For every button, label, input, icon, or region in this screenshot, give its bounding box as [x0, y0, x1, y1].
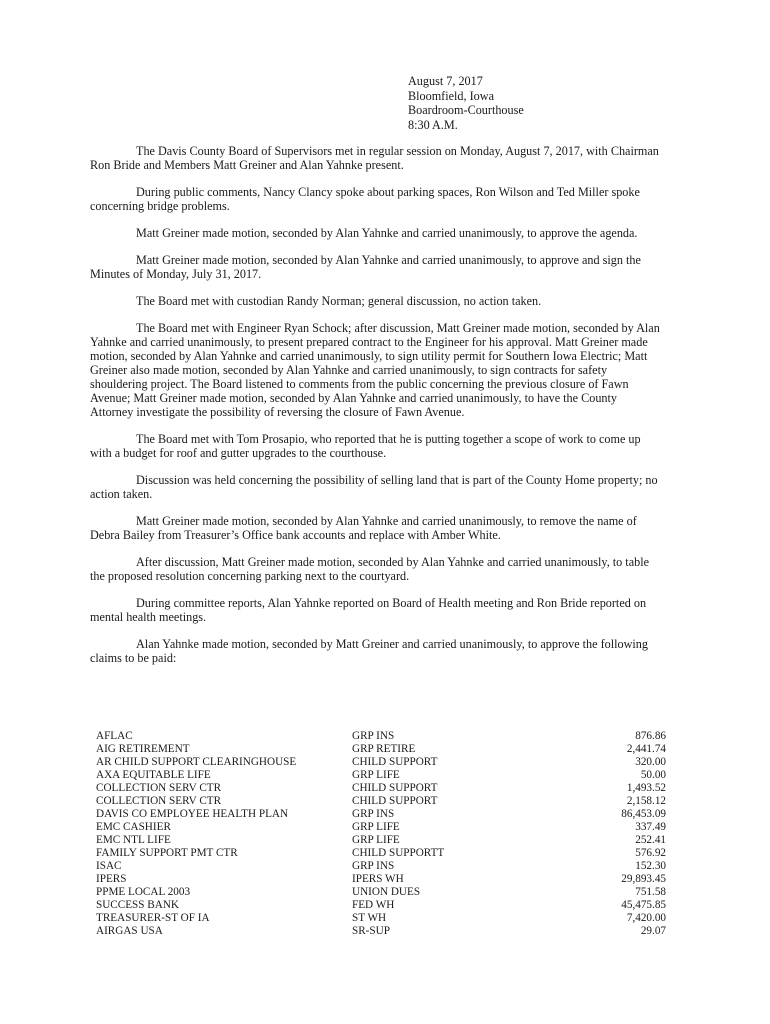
claim-vendor: EMC CASHIER — [96, 821, 171, 833]
paragraph: During committee reports, Alan Yahnke reported on Board of Health meeting and Ron Bride reported on mental health meetings. — [90, 596, 647, 624]
table-row — [96, 912, 666, 925]
paragraph: The Board met with Engineer Ryan Schock; after discussion, Matt Greiner made motion, seconded by Alan Yahnke and carried unanimously, to present prepared contract to the Engineer for his approval. Matt Greiner made motion, seconded by Alan Yahnke and carried unanimously, to sign utility permit for Southern Iowa Electric; Matt Greiner also made motion, seconded by Alan Yahnke and carried unanimously, to sign contracts for safety shouldering project. The Board listened to comments from the public concerning the previous closure of Fawn Avenue; Matt Greiner made motion, seconded by Alan Yahnke and carried unanimously, to have the County Attorney investigate the possibility of reversing the closure of Fawn Avenue. — [90, 321, 660, 419]
claim-amount: 7,420.00 — [626, 912, 666, 924]
paragraph: The Davis County Board of Supervisors met in regular session on Monday, August 7, 2017, with Chairman Ron Bride and Members Matt Greiner and Alan Yahnke present. — [90, 144, 659, 172]
claim-vendor: AIG RETIREMENT — [96, 743, 190, 755]
claim-vendor: AIRGAS USA — [96, 925, 163, 937]
claim-vendor: ISAC — [96, 860, 122, 872]
claim-category: FED WH — [352, 899, 395, 911]
table-row — [96, 834, 666, 847]
claim-category: CHILD SUPPORT — [352, 756, 438, 768]
claim-vendor: EMC NTL LIFE — [96, 834, 171, 846]
meeting-date: August 7, 2017 — [408, 74, 483, 88]
claim-amount: 320.00 — [635, 756, 666, 768]
claim-category: CHILD SUPPORT — [352, 782, 438, 794]
table-row — [96, 808, 666, 821]
claim-category: GRP LIFE — [352, 769, 400, 781]
claim-category: GRP INS — [352, 860, 395, 872]
claim-vendor: AXA EQUITABLE LIFE — [96, 769, 211, 781]
table-row — [96, 769, 666, 782]
claim-category: SR-SUP — [352, 925, 390, 937]
table-row — [96, 782, 666, 795]
claim-vendor: COLLECTION SERV CTR — [96, 782, 222, 794]
paragraph: During public comments, Nancy Clancy spoke about parking spaces, Ron Wilson and Ted Miller spoke concerning bridge problems. — [90, 185, 640, 213]
claim-vendor: COLLECTION SERV CTR — [96, 795, 222, 807]
claim-amount: 876.86 — [635, 730, 666, 742]
claim-vendor: TREASURER-ST OF IA — [96, 912, 210, 924]
table-row — [96, 730, 666, 743]
table-row — [96, 873, 666, 886]
claim-category: CHILD SUPPORT — [352, 795, 438, 807]
claim-category: ST WH — [352, 912, 387, 924]
claims-table — [96, 730, 666, 938]
meeting-location: Boardroom-Courthouse — [408, 103, 524, 117]
table-row — [96, 743, 666, 756]
table-row — [96, 795, 666, 808]
claim-category: GRP LIFE — [352, 821, 400, 833]
table-row — [96, 886, 666, 899]
claim-vendor: DAVIS CO EMPLOYEE HEALTH PLAN — [96, 808, 289, 820]
claim-amount: 576.92 — [635, 847, 666, 859]
paragraph: Matt Greiner made motion, seconded by Alan Yahnke and carried unanimously, to approve and sign the Minutes of Monday, July 31, 2017. — [90, 253, 641, 281]
claim-amount: 751.58 — [635, 886, 666, 898]
paragraph: After discussion, Matt Greiner made motion, seconded by Alan Yahnke and carried unanimously, to table the proposed resolution concerning parking next to the courtyard. — [90, 555, 649, 583]
table-row — [96, 821, 666, 834]
claim-vendor: AR CHILD SUPPORT CLEARINGHOUSE — [96, 756, 297, 768]
claim-category: GRP INS — [352, 808, 395, 820]
claim-category: CHILD SUPPORTT — [352, 847, 445, 859]
claim-vendor: FAMILY SUPPORT PMT CTR — [96, 847, 238, 859]
paragraph: Matt Greiner made motion, seconded by Alan Yahnke and carried unanimously, to approve the agenda. — [136, 226, 638, 240]
claim-vendor: PPME LOCAL 2003 — [96, 886, 191, 898]
claim-amount: 1,493.52 — [626, 782, 666, 794]
claim-vendor: SUCCESS BANK — [96, 899, 179, 911]
claim-category: GRP RETIRE — [352, 743, 416, 755]
claim-amount: 2,158.12 — [626, 795, 666, 807]
paragraph: Matt Greiner made motion, seconded by Alan Yahnke and carried unanimously, to remove the name of Debra Bailey from Treasurer’s Office bank accounts and replace with Amber White. — [90, 514, 637, 542]
minutes-body — [90, 144, 662, 678]
paragraph: Discussion was held concerning the possibility of selling land that is part of the County Home property; no action taken. — [90, 473, 658, 501]
claim-vendor: AFLAC — [96, 730, 133, 742]
claim-amount: 152.30 — [635, 860, 666, 872]
claim-amount: 45,475.85 — [621, 899, 666, 911]
paragraph: The Board met with Tom Prosapio, who reported that he is putting together a scope of work to come up with a budget for roof and gutter upgrades to the courthouse. — [90, 432, 641, 460]
claim-category: IPERS WH — [352, 873, 404, 885]
table-row — [96, 847, 666, 860]
claim-vendor: IPERS — [96, 873, 127, 885]
claim-category: GRP LIFE — [352, 834, 400, 846]
table-row — [96, 925, 666, 938]
claim-amount: 252.41 — [635, 834, 666, 846]
paragraph: The Board met with custodian Randy Norman; general discussion, no action taken. — [136, 294, 542, 308]
meeting-city: Bloomfield, Iowa — [408, 88, 494, 103]
claim-amount: 29,893.45 — [621, 873, 666, 885]
meeting-time: 8:30 A.M. — [408, 117, 458, 132]
claim-amount: 2,441.74 — [626, 743, 666, 755]
table-row — [96, 860, 666, 873]
paragraph: Alan Yahnke made motion, seconded by Matt Greiner and carried unanimously, to approve the following claims to be paid: — [90, 637, 648, 665]
claim-category: UNION DUES — [352, 886, 421, 898]
claim-category: GRP INS — [352, 730, 395, 742]
table-row — [96, 756, 666, 769]
claim-amount: 50.00 — [640, 769, 666, 781]
claim-amount: 337.49 — [635, 821, 666, 833]
table-row — [96, 899, 666, 912]
meeting-header — [408, 74, 524, 132]
claim-amount: 86,453.09 — [621, 808, 666, 820]
claim-amount: 29.07 — [640, 925, 666, 937]
